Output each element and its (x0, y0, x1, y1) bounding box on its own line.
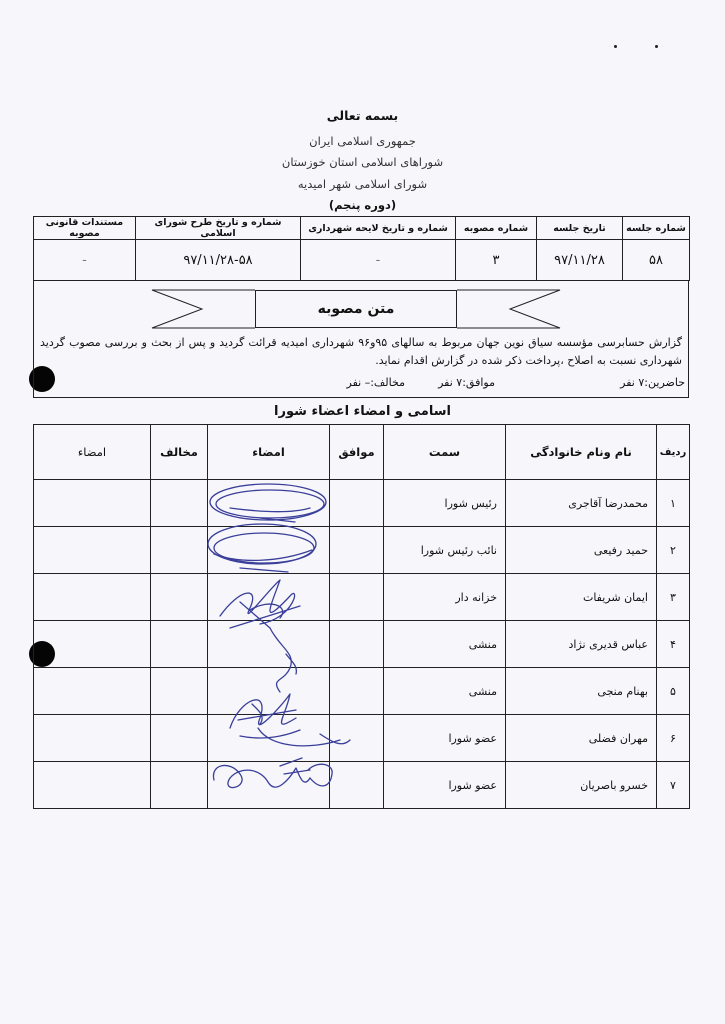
row-index: ۱ (657, 480, 690, 527)
oppose-cell (151, 762, 208, 809)
row-index: ۷ (657, 762, 690, 809)
col-position: سمت (384, 425, 506, 480)
oppose-cell (151, 668, 208, 715)
member-role: رئیس شورا (384, 480, 506, 527)
member-role: عضو شورا (384, 715, 506, 762)
col-oppose-signature: امضاء (34, 425, 151, 480)
member-name: مهران فضلی (506, 715, 657, 762)
header-city-council: شورای اسلامی شهر امیدیه (297, 177, 428, 191)
member-role: منشی (384, 621, 506, 668)
value-legal-basis: - (34, 240, 136, 281)
oppose-signature-cell (34, 527, 151, 574)
value-council-plan: ۹۷/۱۱/۲۸-۵۸ (136, 240, 301, 281)
col-agree-signature: امضاء (208, 425, 330, 480)
member-name: حمید رفیعی (506, 527, 657, 574)
oppose-signature-cell (34, 574, 151, 621)
member-name: بهنام منجی (506, 668, 657, 715)
header-province-councils: شوراهای اسلامی استان خوزستان (281, 155, 444, 169)
table-row (34, 762, 690, 809)
corner-mark (614, 45, 617, 48)
oppose-signature-cell (34, 621, 151, 668)
present-count: حاضرین:۷ نفر (620, 376, 685, 389)
signature-scribbles (200, 478, 360, 808)
member-name: خسرو باصریان (506, 762, 657, 809)
oppose-count: مخالف:– نفر (346, 376, 405, 389)
header-term: (دوره پنجم) (328, 198, 397, 212)
row-index: ۵ (657, 668, 690, 715)
value-resolution-number: ۳ (456, 240, 537, 281)
oppose-cell (151, 527, 208, 574)
resolution-text: گزارش حسابرسی مؤسسه سیاق نوین جهان مربوط به سالهای ۹۵و۹۶ شهرداری امیدیه قرائت گردید و پس از بحث و بررسی مصوب گردید شهرداری نسبت به اصلاح ،پرداخت ذکر شده در گزارش اقدام نماید. (40, 336, 683, 367)
oppose-signature-cell (34, 762, 151, 809)
oppose-cell (151, 715, 208, 762)
agree-count: موافق:۷ نفر (438, 376, 495, 389)
oppose-signature-cell (34, 715, 151, 762)
row-index: ۶ (657, 715, 690, 762)
header-resolution-number: شماره مصوبه (456, 217, 537, 240)
table-row (34, 668, 690, 715)
member-role: خزانه دار (384, 574, 506, 621)
oppose-signature-cell (34, 480, 151, 527)
header-municipal-bill: شماره و تاریخ لایحه شهرداری (301, 217, 456, 240)
oppose-cell (151, 480, 208, 527)
header-council-plan: شماره و تاریخ طرح شورای اسلامی (136, 217, 301, 240)
header-session-date: تاریخ جلسه (537, 217, 623, 240)
member-role: نائب رئیس شورا (384, 527, 506, 574)
table-row (34, 715, 690, 762)
row-index: ۴ (657, 621, 690, 668)
value-session-date: ۹۷/۱۱/۲۸ (537, 240, 623, 281)
value-session-number: ۵۸ (623, 240, 690, 281)
col-agree: موافق (330, 425, 384, 480)
member-name: محمدرضا آقاجری (506, 480, 657, 527)
member-name: عباس قدیری نژاد (506, 621, 657, 668)
header-country: جمهوری اسلامی ایران (309, 134, 416, 148)
bismillah: بسمه تعالی (326, 108, 399, 123)
row-index: ۲ (657, 527, 690, 574)
oppose-cell (151, 574, 208, 621)
corner-mark (655, 45, 658, 48)
col-oppose: مخالف (151, 425, 208, 480)
header-session-number: شماره جلسه (623, 217, 690, 240)
member-role: منشی (384, 668, 506, 715)
oppose-signature-cell (34, 668, 151, 715)
members-table (33, 424, 690, 809)
table-row (34, 621, 690, 668)
col-row-number: ردیف (657, 425, 690, 480)
value-municipal-bill: - (301, 240, 456, 281)
resolution-title: متن مصوبه (255, 290, 457, 328)
header-legal-basis: مستندات قانونی مصوبه (34, 217, 136, 240)
oppose-cell (151, 621, 208, 668)
member-name: ایمان شریفات (506, 574, 657, 621)
member-role: عضو شورا (384, 762, 506, 809)
col-full-name: نام ونام خانوادگی (506, 425, 657, 480)
table-row (34, 480, 690, 527)
row-index: ۳ (657, 574, 690, 621)
session-info-table (33, 216, 690, 281)
table-row (34, 574, 690, 621)
members-title: اسامی و امضاء اعضاء شورا (274, 404, 451, 419)
table-row (34, 527, 690, 574)
